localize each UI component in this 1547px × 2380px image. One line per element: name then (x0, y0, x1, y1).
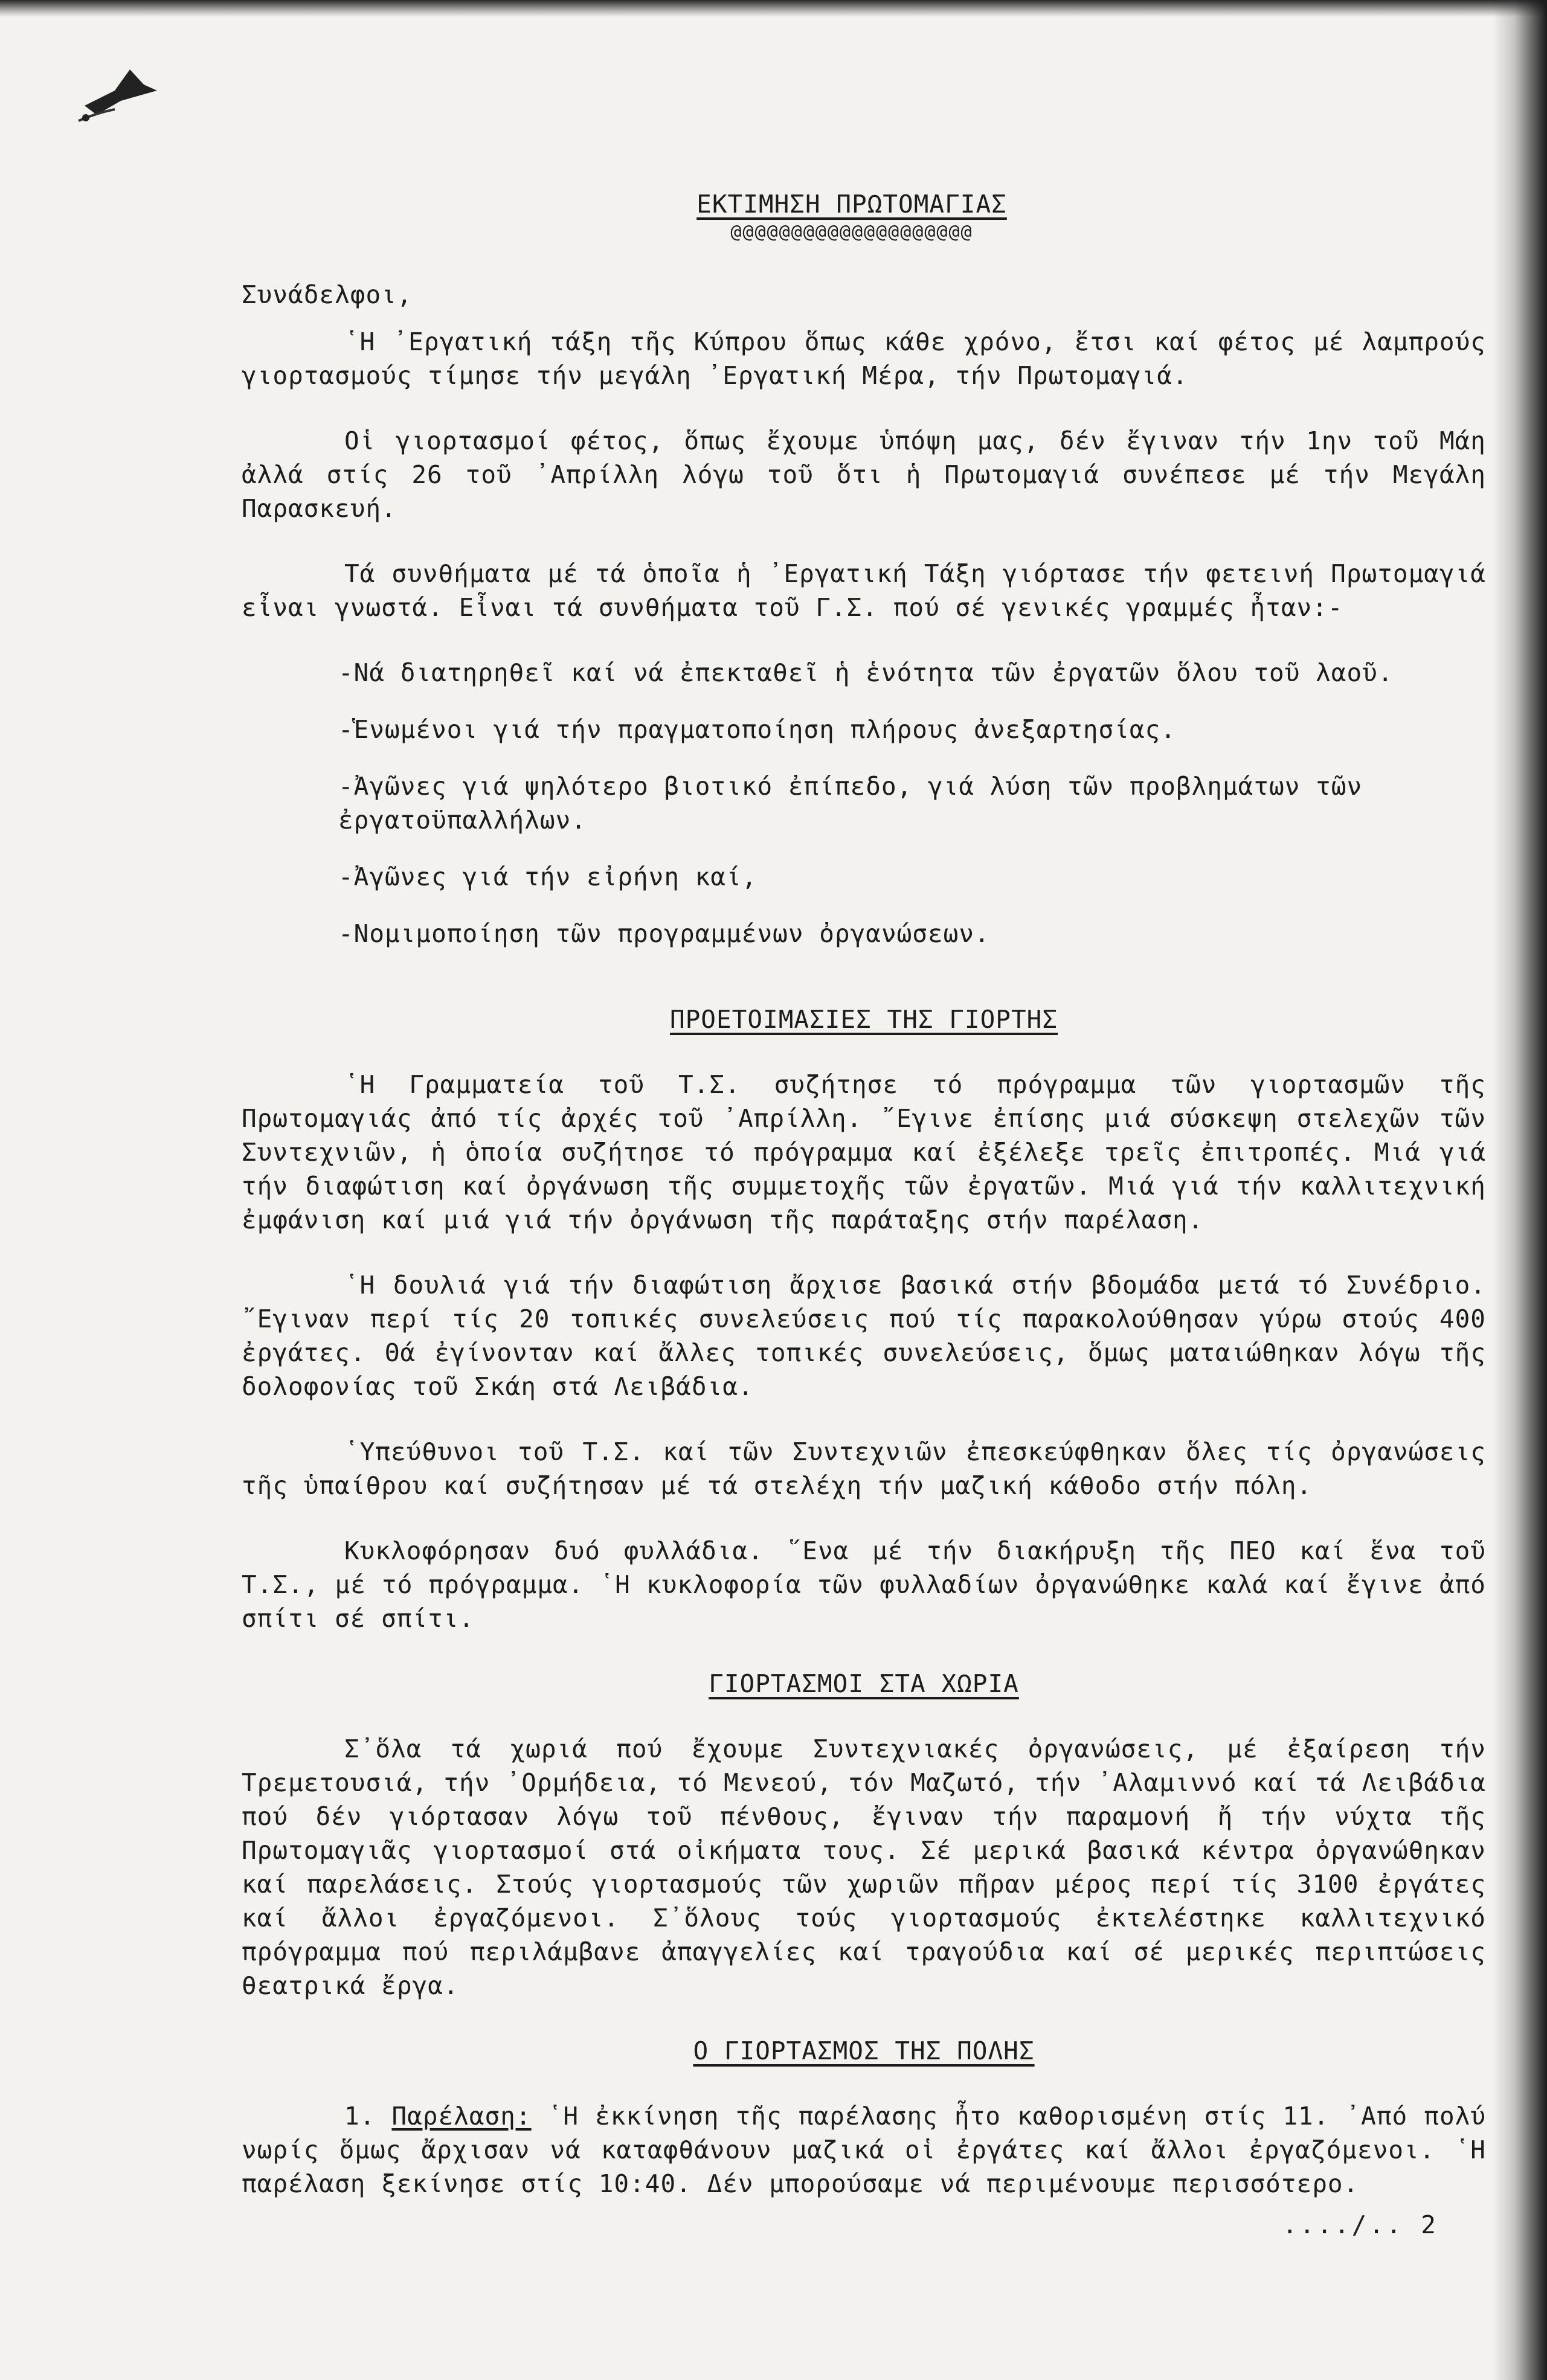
scan-top-edge (0, 0, 1547, 17)
preparations-paragraph: ῾Η Γραμματεία τοῦ Τ.Σ. συζήτησε τό πρόγραμμα τῶν γιορτασμῶν τῆς Πρωτομαγιάς ἀπό τίς ἀρχές τοῦ ᾽Απρίλλη. ῎Εγινε ἐπίσης μιά σύσκεψη στελεχῶν τῶν Συντεχνιῶν, ἡ ὁποία συζήτησε τό πρόγραμμα καί ἐξέλεξε τρεῖς ἐπιτροπές. Μιά γιά τήν διαφώτιση καί ὀργάνωση τῆς συμμετοχῆς τῶν ἐργατῶν. Μιά γιά τήν καλλιτεχνική ἐμφάνιση καί μιά γιά τήν ὀργάνωση τῆς παράταξης στήν παρέλαση. (242, 1070, 1486, 1234)
slogan-item: -Ἀγῶνες γιά ψηλότερο βιοτικό ἐπίπεδο, γιά λύση τῶν προβλημάτων τῶν ἐργατοϋπαλλήλων. (338, 772, 1363, 835)
page-continuation-marker: ..../.. 2 (1282, 2210, 1438, 2239)
scan-right-edge (1493, 0, 1547, 2380)
section-heading-villages (242, 1667, 1486, 1701)
document-title: ΕΚΤΙΜΗΣΗ ΠΡΩΤΟΜΑΓΙΑΣ (696, 190, 1007, 219)
item-text: ῾Η ἐκκίνηση τῆς παρέλασης ἦτο καθορισμένη στίς 11. ᾽Από πολύ νωρίς ὅμως ἄρχισαν νά καταφθάνουν μαζικά οἱ ἐργάτες καί ἄλλοι ἐργαζόμενοι. ῾Η παρέλαση ξεκίνησε στίς 10:40. Δέν μπορούσαμε νά περιμένουμε περισσότερο. (242, 2102, 1487, 2198)
slogan-item: -Νομιμοποίηση τῶν προγραμμένων ὀργανώσεων. (338, 919, 990, 948)
intro-paragraph: Τά συνθήματα μέ τά ὁποῖα ἡ ᾽Εργατική Τάξη γιόρτασε τήν φετεινή Πρωτομαγιά εἶναι γνωστά. Εἶναι τά συνθήματα τοῦ Γ.Σ. πού σέ γενικές γραμμές ἦταν:- (242, 559, 1486, 622)
preparations-paragraph: ῾Η δουλιά γιά τήν διαφώτιση ἄρχισε βασικά στήν βδομάδα μετά τό Συνέδριο. ῎Εγιναν περί τίς 20 τοπικές συνελεύσεις πού τίς παρακολούθησαν γύρω στούς 400 ἐργάτες. Θά ἐγίνονταν καί ἄλλες τοπικές συνελεύσεις, ὅμως ματαιώθηκαν λόγω τῆς δολοφονίας τοῦ Σκάη στά Λειβάδια. (242, 1271, 1486, 1401)
title-block (217, 187, 1486, 243)
intro-paragraph: ῾Η ᾽Εργατική τάξη τῆς Κύπρου ὅπως κάθε χρόνο, ἔτσι καί φέτος μέ λαμπρούς γιορτασμούς τίμησε τήν μεγάλη ᾽Εργατική Μέρα, τήν Πρωτομαγιά. (242, 327, 1486, 390)
preparations-paragraph: ῾Υπεύθυνοι τοῦ Τ.Σ. καί τῶν Συντεχνιῶν ἐπεσκεύφθηκαν ὅλες τίς ὀργανώσεις τῆς ὑπαίθρου καί συζήτησαν μέ τά στελέχη τήν μαζική κάθοδο στήν πόλη. (242, 1437, 1486, 1500)
slogan-list (338, 656, 1486, 951)
title-decoration: @@@@@@@@@@@@@@@@@@@@ (730, 222, 973, 243)
document-body (242, 187, 1486, 2232)
slogan-item: -Ἀγῶνες γιά τήν εἰρήνη καί, (338, 862, 757, 891)
slogan-item: -Νά διατηρηθεῖ καί νά ἐπεκταθεῖ ἡ ἑνότητα τῶν ἐργατῶν ὅλου τοῦ λαοῦ. (338, 658, 1394, 687)
item-label: Παρέλαση: (391, 2102, 532, 2131)
villages-paragraph: Σ᾽ὅλα τά χωριά πού ἔχουμε Συντεχνιακές ὀργανώσεις, μέ ἐξαίρεση τήν Τρεμετουσιά, τήν ᾽Ορμήδεια, τό Μενεού, τόν Μαζωτό, τήν ᾽Αλαμιννό καί τά Λειβάδια πού δέν γιόρτασαν λόγω τοῦ πένθους, ἔγιναν τήν παραμονή ἤ τήν νύχτα τῆς Πρωτομαγιᾶς γιορτασμοί στά οἰκήματα τους. Σέ μερικά βασικά κέντρα ὀργανώθηκαν καί παρελάσεις. Στούς γιορτασμούς τῶν χωριῶν πῆραν μέρος περί τίς 3100 ἐργάτες καί ἄλλοι ἐργαζόμενοι. Σ᾽ὅλους τούς γιορτασμούς ἐκτελέστηκε καλλιτεχνικό πρόγραμμα πού περιλάμβανε ἀπαγγελίες καί τραγούδια καί σέ μερικές περιπτώσεις θεατρικά ἔργα. (242, 1734, 1486, 2000)
intro-paragraph: Οἱ γιορτασμοί φέτος, ὅπως ἔχουμε ὑπόψη μας, δέν ἔγιναν τήν 1ην τοῦ Μάη ἀλλά στίς 26 τοῦ ᾽Απρίλλη λόγω τοῦ ὅτι ἡ Πρωτομαγιά συνέπεσε μέ τήν Μεγάλη Παρασκευή. (242, 426, 1486, 523)
item-number: 1. (344, 2102, 376, 2131)
section-heading-preparations (242, 1002, 1486, 1036)
slogan-item: -Ἑνωμένοι γιά τήν πραγματοποίηση πλήρους ἀνεξαρτησίας. (338, 715, 1176, 744)
city-item-paragraph (242, 2099, 1486, 2201)
section-heading-text: Ο ΓΙΟΡΤΑΣΜΟΣ ΤΗΣ ΠΟΛΗΣ (693, 2036, 1035, 2065)
section-heading-city (242, 2034, 1486, 2068)
section-heading-text: ΠΡΟΕΤΟΙΜΑΣΙΕΣ ΤΗΣ ΓΙΟΡΤΗΣ (669, 1005, 1058, 1034)
greeting: Συνάδελφοι, (242, 280, 413, 309)
ink-blot-mark (72, 57, 169, 130)
preparations-paragraph: Κυκλοφόρησαν δυό φυλλάδια. ῞Ενα μέ τήν διακήρυξη τῆς ΠΕΟ καί ἕνα τοῦ Τ.Σ., μέ τό πρόγραμμα. ῾Η κυκλοφορία τῶν φυλλαδίων ὀργανώθηκε καλά καί ἔγινε ἀπό σπίτι σέ σπίτι. (242, 1536, 1486, 1633)
section-heading-text: ΓΙΟΡΤΑΣΜΟΙ ΣΤΑ ΧΩΡΙΑ (709, 1669, 1019, 1698)
